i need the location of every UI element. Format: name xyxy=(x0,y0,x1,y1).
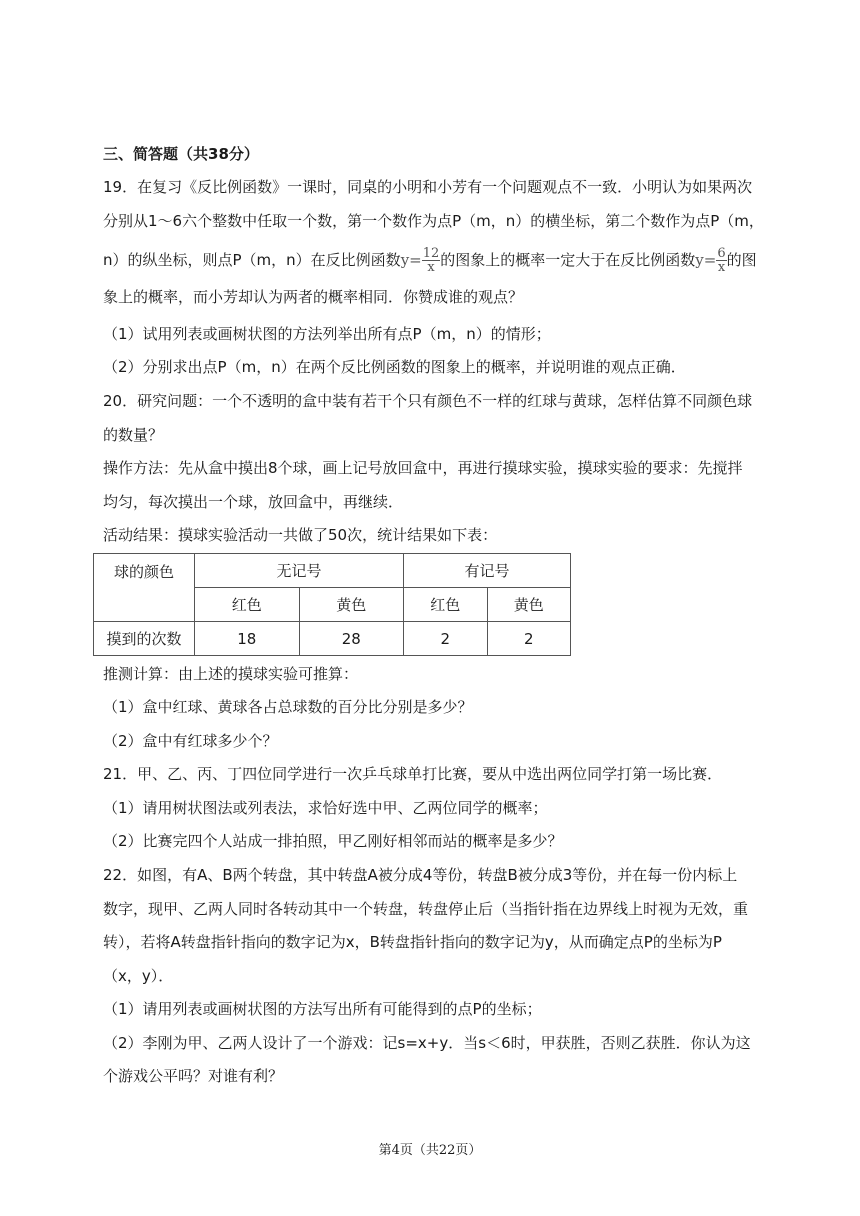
q19-line-2: 分别从1～6六个整数中任取一个数，第一个数作为点P（m，n）的横坐标，第二个数作为点P（m， xyxy=(103,212,764,230)
q20-sub-2: （2）盒中有红球多少个？ xyxy=(103,732,278,750)
table-group-marked: 有记号 xyxy=(404,554,571,588)
table-color-cell: 红色 xyxy=(404,588,488,622)
stats-table xyxy=(93,553,571,656)
q20-result: 活动结果：摸球实验活动一共做了50次，统计结果如下表： xyxy=(103,526,498,544)
q19-line-1: 19．在复习《反比例函数》一课时，同桌的小明和小芳有一个问题观点不一致．小明认为如果两次 xyxy=(103,178,753,196)
q19-line-3-text-a: n）的纵坐标，则点P（m，n）在反比例函数 xyxy=(103,251,401,269)
table-row xyxy=(94,622,571,656)
q20-infer: 推测计算：由上述的摸球实验可推算： xyxy=(103,665,359,683)
table-count-cell: 2 xyxy=(404,622,488,656)
page-footer: 第4页（共22页） xyxy=(378,1143,482,1158)
q22-line-4: （x，y）． xyxy=(103,967,174,985)
q19-line-3-text-c: 的图 xyxy=(726,251,757,269)
table-color-cell: 黄色 xyxy=(299,588,404,622)
q20-method-1: 操作方法：先从盒中摸出8个球，画上记号放回盒中，再进行摸球实验，摸球实验的要求：先搅拌 xyxy=(103,459,743,477)
function-1-fraction xyxy=(422,247,441,274)
function-1-denominator: x xyxy=(427,260,435,275)
q22-line-1: 22．如图，有A、B两个转盘，其中转盘A被分成4等份，转盘B被分成3等份，并在每一份内标上 xyxy=(103,866,738,884)
table-count-cell: 28 xyxy=(299,622,404,656)
section-title: 三、简答题（共38分） xyxy=(103,145,259,163)
table-color-cell: 红色 xyxy=(195,588,300,622)
table-group-no-mark: 无记号 xyxy=(195,554,404,588)
q21-sub-1: （1）请用树状图法或列表法，求恰好选中甲、乙两位同学的概率； xyxy=(103,799,548,817)
table-color-cell: 黄色 xyxy=(487,588,571,622)
q20-line-2: 的数量？ xyxy=(103,426,164,444)
q22-sub-1: （1）请用列表或画树状图的方法写出所有可能得到的点P的坐标； xyxy=(103,1000,542,1018)
function-2-numerator: 6 xyxy=(717,246,726,261)
table-count-cell: 18 xyxy=(195,622,300,656)
table-count-cell: 2 xyxy=(487,622,571,656)
q21-line-1: 21．甲、乙、丙、丁四位同学进行一次乒乓球单打比赛，要从中选出两位同学打第一场比赛． xyxy=(103,765,723,783)
q20-method-2: 均匀，每次摸出一个球，放回盒中，再继续． xyxy=(103,493,404,511)
q19-sub-2: （2）分别求出点P（m，n）在两个反比例函数的图象上的概率，并说明谁的观点正确． xyxy=(103,358,686,376)
q19-line-3-text-b: 的图象上的概率一定大于在反比例函数 xyxy=(440,251,696,269)
function-1-lhs: y= xyxy=(400,251,422,269)
q19-line-3 xyxy=(103,245,763,275)
function-1-numerator: 12 xyxy=(422,246,440,261)
q20-sub-1: （1）盒中红球、黄球各占总球数的百分比分别是多少？ xyxy=(103,698,473,716)
q19-line-4: 象上的概率，而小芳却认为两者的概率相同．你赞成谁的观点？ xyxy=(103,288,524,306)
function-2-denominator: x xyxy=(717,260,726,275)
q22-sub-2a: （2）李刚为甲、乙两人设计了一个游戏：记s=x+y．当s＜6时，甲获胜，否则乙获胜．你认为这 xyxy=(103,1034,751,1052)
function-2-lhs: y= xyxy=(695,251,717,269)
q22-line-3: 转），若将A转盘指针指向的数字记为x，B转盘指针指向的数字记为y，从而确定点P的坐标为P xyxy=(103,933,722,951)
q22-sub-2b: 个游戏公平吗？对谁有利？ xyxy=(103,1067,284,1085)
table-corner-cell: 球的颜色 xyxy=(94,554,195,622)
table-row-label: 摸到的次数 xyxy=(94,622,195,656)
q22-line-2: 数字，现甲、乙两人同时各转动其中一个转盘，转盘停止后（当指针指在边界线上时视为无效，重 xyxy=(103,900,749,918)
table-row xyxy=(94,554,571,588)
q19-sub-1: （1）试用列表或画树状图的方法列举出所有点P（m，n）的情形； xyxy=(103,325,551,343)
q20-line-1: 20．研究问题：一个不透明的盒中装有若干个只有颜色不一样的红球与黄球，怎样估算不同颜色球 xyxy=(103,392,753,410)
function-2-fraction xyxy=(716,247,726,274)
q21-sub-2: （2）比赛完四个人站成一排拍照，甲乙刚好相邻而站的概率是多少？ xyxy=(103,832,563,850)
